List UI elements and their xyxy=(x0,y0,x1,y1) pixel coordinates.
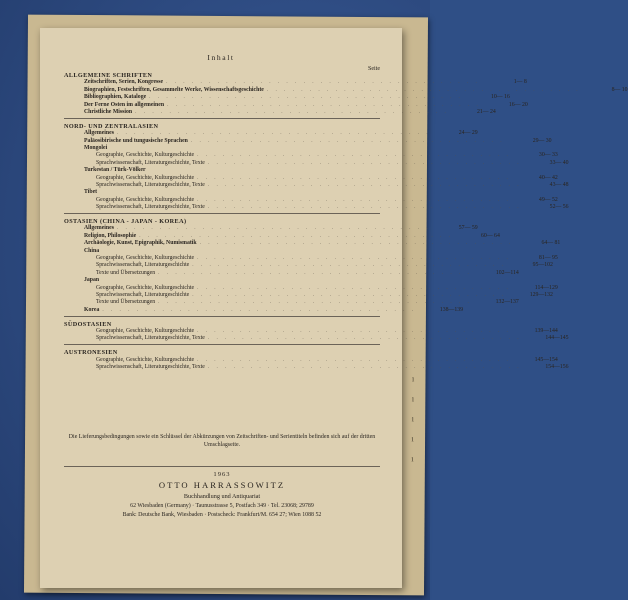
toc-entry-pages: 81— 95 xyxy=(538,254,558,261)
toc-entry-pages: 49— 52 xyxy=(538,196,558,203)
publisher-bank: Bank: Deutsche Bank, Wiesbaden · Postscheck: Frankfurt/M. 654 27; Wien 1088 52 xyxy=(122,511,322,518)
toc-entry xyxy=(64,204,569,211)
toc-entry-title: Sprachwissenschaft, Literaturgeschichte, Texte xyxy=(96,335,205,342)
toc-entry-title: Sprachwissenschaft, Literaturgeschichte, Texte xyxy=(96,204,205,211)
toc-entry xyxy=(64,79,527,86)
toc-entry-pages: 21— 24 xyxy=(476,108,496,115)
toc-entry xyxy=(64,181,569,189)
toc-entry-title: Biographien, Festschriften, Gesammelte Werke, Wissenschaftsgeschichte xyxy=(84,86,264,93)
toc-entry xyxy=(64,86,628,94)
toc-entry-title: Turkestan / Türk-Völker xyxy=(84,167,146,174)
dot-leader: . . . . . . . . . . . . . . . . . . . . . . . . . . . . . . . . . . . . . xyxy=(197,196,511,203)
dot-leader: . . . . . . . . . . . . . . . . . . . . . . . . . . . . . . . . . . . . . xyxy=(266,86,581,93)
toc-entry-pages: 114—129 xyxy=(534,284,558,291)
dot-leader: . . . . . . . . . . . . . . . . . . . . . . . . . . . . . . . . . . . . . xyxy=(197,328,511,334)
toc-entry xyxy=(64,335,569,342)
toc-entry-title: OSTASIEN (CHINA - JAPAN - KOREA) xyxy=(64,218,187,226)
dot-leader: . . . . . . . . . . . . . . . . . . . . . . . . . . . . . . . . . . . . . xyxy=(166,79,480,86)
underlying-page: 1 1 1 1 1 xyxy=(24,15,428,596)
section-divider xyxy=(64,118,380,119)
toc-entry-pages: 40— 42 xyxy=(538,174,558,181)
toc-section-heading xyxy=(64,218,380,225)
toc-entry xyxy=(64,269,519,277)
toc-entry-title: Der Ferne Osten im allgemeinen xyxy=(84,101,165,108)
section-divider xyxy=(64,316,380,317)
toc-entry-title: Japan xyxy=(84,277,100,284)
toc-entry xyxy=(64,232,500,240)
toc-entry-title: Tibet xyxy=(84,189,98,196)
toc-entry-title: Geographie, Geschichte, Kulturgeschichte xyxy=(96,152,195,159)
delivery-note: Die Lieferungsbedingungen sowie ein Schlüssel der Abkürzungen von Zeitschriften- und Serientiteln befinden sich auf der dritten Umschlagseite. xyxy=(68,434,376,448)
dot-leader: . . . . . . . . . . . . . . . . . . . . . . . . . . . . . . . . . . . . . xyxy=(116,225,431,232)
dot-leader: . . . . . . . . . . . . . . . . . . . . . . . . . . . . . . . . . . . . . xyxy=(207,181,522,188)
toc-entry-pages: 64— 81 xyxy=(541,240,561,247)
toc-entry-title: Allgemeines xyxy=(84,225,114,232)
dot-leader: . . . . . . . . . . . . . . . . . . . . . . . . . . . . . . . . . . . . . xyxy=(149,94,463,101)
toc-section-heading xyxy=(64,72,380,79)
toc-entry-pages: 33— 40 xyxy=(549,159,569,166)
toc-entry xyxy=(64,248,380,255)
toc-entry-title: Sprachwissenschaft, Literaturgeschichte, Texte xyxy=(96,364,205,371)
toc-entry-pages: 29— 30 xyxy=(532,137,552,144)
dot-leader: . . . . . . . . . . . . . . . . . . . . . . . . . . . . . . . . . . . . . xyxy=(192,291,506,298)
toc-entry xyxy=(64,225,478,232)
toc-entry-title: NORD- UND ZENTRALASIEN xyxy=(64,122,159,130)
toc-entry-title: Religion, Philosophie xyxy=(84,232,137,239)
toc-entry-title: Geographie, Geschichte, Kulturgeschichte xyxy=(96,254,195,261)
section-divider xyxy=(64,344,380,345)
toc-entry xyxy=(64,137,552,145)
toc-entry-pages: 129—132 xyxy=(529,291,553,298)
toc-entry-pages: 43— 48 xyxy=(549,181,569,188)
dot-leader: . . . . . . . . . . . . . . . . . . . . . . . . . . . . . . . . . . . . . xyxy=(197,254,511,261)
toc-entry-title: AUSTRONESIEN xyxy=(64,349,118,357)
dot-leader: . . . . . . . . . . . . . . . . . . . . . . . . . . . . . . . . . . . . . xyxy=(197,152,511,159)
toc-entry-title: Christliche Mission xyxy=(84,108,133,115)
dot-leader: . . . . . . . . . . . . . . . . . . . . . . . . . . . . . . . . . . . . . xyxy=(158,269,472,276)
toc-entry xyxy=(64,130,478,137)
toc-entry xyxy=(64,108,496,116)
toc-entry-title: Geographie, Geschichte, Kulturgeschichte xyxy=(96,284,195,291)
toc-entry-title: Texte und Übersetzungen xyxy=(96,269,156,276)
dot-leader: . . . . . . . . . . . . . . . . . . . . . . . . . . . . . . . . . . . . . xyxy=(135,108,449,115)
toc-entry xyxy=(64,159,569,167)
toc-entry-title: Korea xyxy=(84,306,100,313)
toc-entry xyxy=(64,277,380,284)
toc-entry-pages: 102—114 xyxy=(495,269,519,276)
toc-entry xyxy=(64,356,558,364)
toc-entry xyxy=(64,94,510,101)
toc-entry-pages: 145—154 xyxy=(534,356,558,363)
toc-entry xyxy=(64,240,561,247)
toc-entry-title: Sprachwissenschaft, Literaturgeschichte, Texte xyxy=(96,181,205,188)
section-divider xyxy=(64,213,380,214)
toc-entry-title: Allgemeines xyxy=(84,130,114,137)
toc-entry xyxy=(64,364,569,371)
toc-entry-pages: 138—139 xyxy=(439,306,464,313)
toc-section-heading xyxy=(64,321,380,328)
toc-entry xyxy=(64,189,380,196)
dot-leader: . . . . . . . . . . . . . . . . . . . . . . . . . . . . . . . . . . . . . xyxy=(207,204,522,211)
publisher-name: OTTO HARRASSOWITZ xyxy=(158,480,286,491)
toc-entry-pages: 16— 20 xyxy=(508,101,528,108)
toc-entry-pages: 154—156 xyxy=(545,364,569,371)
toc-entry-title: Sprachwissenschaft, Literaturgeschichte xyxy=(96,291,190,298)
toc-entry-title: Sprachwissenschaft, Literaturgeschichte xyxy=(96,262,190,269)
toc-entry-title: Geographie, Geschichte, Kulturgeschichte xyxy=(96,174,195,181)
toc-entry-pages: 57— 59 xyxy=(458,225,478,232)
dot-leader: . . . . . . . . . . . . . . . . . . . . . . . . . . . . . . . . . . . . . xyxy=(207,364,522,371)
toc-entry-pages: 95—102 xyxy=(532,262,553,269)
publisher-department: Buchhandlung und Antiquariat xyxy=(183,492,261,500)
dot-leader: . . . . . . . . . . . . . . . . . . . . . . . . . . . . . . . . . . . . . xyxy=(190,137,505,144)
dot-leader: . . . . . . . . . . . . . . . . . . . . . . . . . . . . . . . . . . . . . xyxy=(199,240,514,247)
toc-entry-pages: 139—144 xyxy=(534,328,558,334)
dot-leader: . . . . . . . . . . . . . . . . . . . . . . . . . . . . . . . . . . . . . xyxy=(207,159,522,166)
dot-leader: . . . . . . . . . . . . . . . . . . . . . . . . . . . . . . . . . . . . . xyxy=(197,284,511,291)
toc-entry-pages: 60— 64 xyxy=(481,232,500,239)
dot-leader: . . . . . . . . . . . . . . . . . . . . . . . . . . . . . . . . . . . . . xyxy=(139,232,453,239)
toc-entry xyxy=(64,299,519,306)
dot-leader: . . . . . . . . . . . . . . . . . . . . . . . . . . . . . . . . . . . . . xyxy=(207,335,522,342)
table-of-contents xyxy=(64,72,628,371)
toc-entry-title: Geographie, Geschichte, Kulturgeschichte xyxy=(96,328,195,334)
toc-entry xyxy=(64,167,380,174)
toc-entry xyxy=(64,174,558,182)
dot-leader: . . . . . . . . . . . . . . . . . . . . . . . . . . . . . . . . . . . . . xyxy=(167,101,481,108)
toc-entry-pages: 132—137 xyxy=(495,299,519,306)
toc-entry xyxy=(64,152,558,159)
dot-leader: . . . . . . . . . . . . . . . . . . . . . . . . . . . . . . . . . . . . . xyxy=(116,130,431,137)
dot-leader: . . . . . . . . . . . . . . . . . . . . . . . . . . . . . . . . . . . . . xyxy=(197,174,511,181)
toc-entry-pages: 52— 56 xyxy=(549,204,569,211)
toc-entry-title: Mongolei xyxy=(84,145,108,152)
toc-entry xyxy=(64,306,464,314)
dot-leader: . . . . . . . . . . . . . . . . . . . . . . . . . . . . . . . . . . . . . xyxy=(197,356,511,363)
toc-entry-title: ALLGEMEINE SCHRIFTEN xyxy=(64,72,153,79)
imprint-year: 1963 xyxy=(213,471,231,478)
imprint xyxy=(64,466,380,519)
toc-section-heading xyxy=(64,349,380,356)
toc-entry xyxy=(64,262,553,269)
toc-entry-title: Geographie, Geschichte, Kulturgeschichte xyxy=(96,356,195,363)
toc-entry xyxy=(64,284,558,292)
toc-entry-pages: 24— 29 xyxy=(458,130,478,137)
toc-entry-pages: 8— 10 xyxy=(611,86,628,93)
toc-entry-title: SÜDOSTASIEN xyxy=(64,320,112,328)
toc-entry-title: Geographie, Geschichte, Kulturgeschichte xyxy=(96,196,195,203)
toc-entry-pages: 30— 33 xyxy=(538,152,558,159)
toc-section-heading xyxy=(64,123,380,130)
dot-leader: . . . . . . . . . . . . . . . . . . . . . . . . . . . . . . . . . . . . . xyxy=(102,306,417,313)
toc-entry-pages: 144—145 xyxy=(545,335,569,342)
toc-entry xyxy=(64,101,528,109)
toc-entry-title: Zeitschriften, Serien, Kongresse xyxy=(84,79,164,86)
toc-entry-title: Archäologie, Kunst, Epigraphik, Numismatik xyxy=(84,240,197,247)
page-column-label: Seite xyxy=(368,66,380,72)
page-title: Inhalt xyxy=(207,53,235,62)
toc-entry-title: China xyxy=(84,247,100,254)
toc-entry-title: Paläosibirische und tungusische Sprachen xyxy=(84,137,188,144)
publisher-address: 62 Wiesbaden (Germany) · Taunusstrasse 5, Postfach 349 · Tel. 23068; 29789 xyxy=(130,503,314,510)
toc-entry-pages: 10— 16 xyxy=(491,94,510,101)
toc-entry-title: Texte und Übersetzungen xyxy=(96,299,156,306)
toc-entry-title: Bibliographien, Kataloge xyxy=(84,94,147,101)
dot-leader: . . . . . . . . . . . . . . . . . . . . . . . . . . . . . . . . . . . . . xyxy=(158,299,472,306)
dot-leader: . . . . . . . . . . . . . . . . . . . . . . . . . . . . . . . . . . . . . xyxy=(192,262,506,269)
toc-entry-pages: 1— 8 xyxy=(513,79,527,86)
toc-entry xyxy=(64,145,380,152)
toc-entry-title: Sprachwissenschaft, Literaturgeschichte, Texte xyxy=(96,159,205,166)
